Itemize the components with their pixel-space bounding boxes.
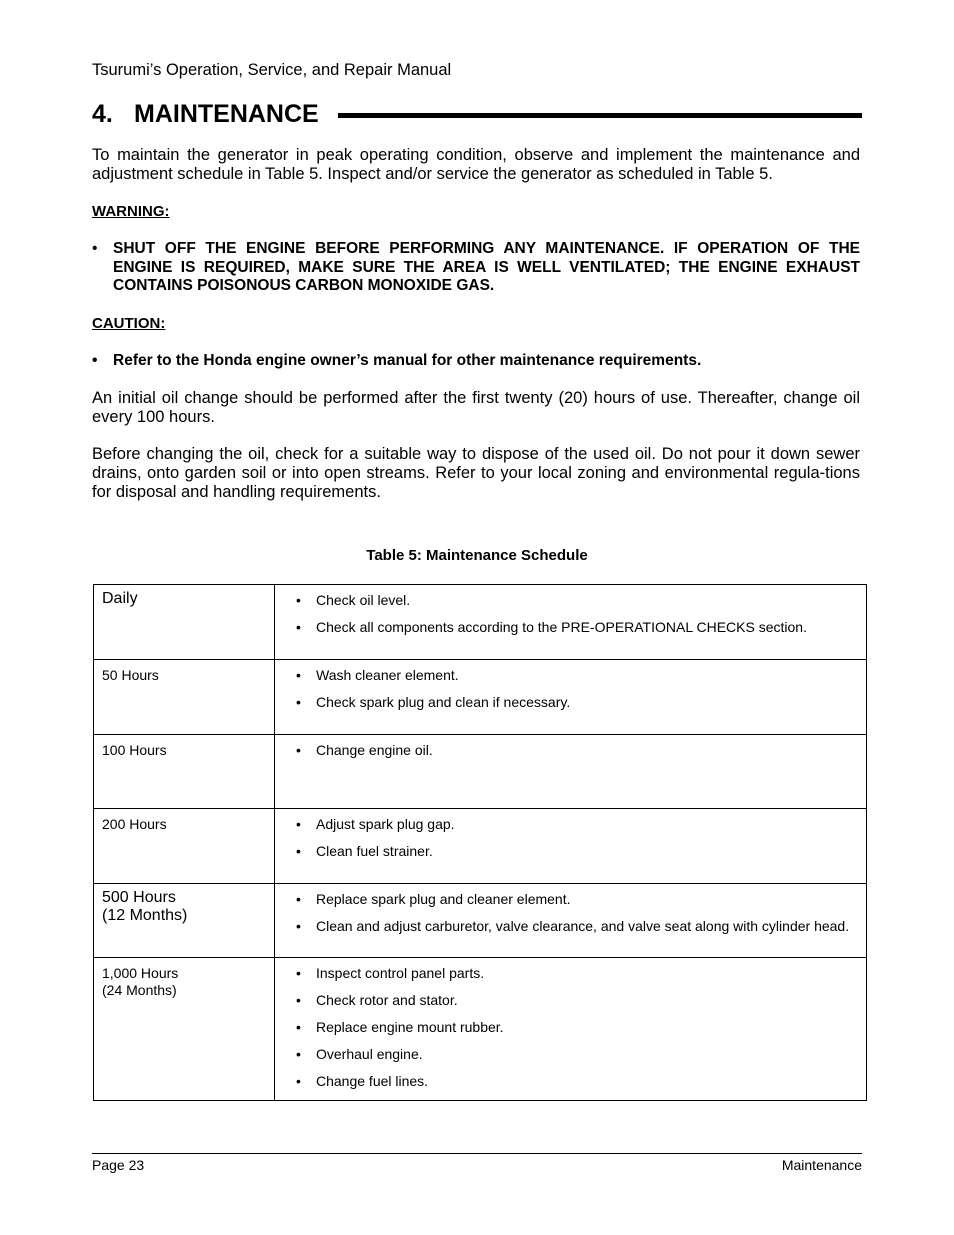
intro-paragraph: To maintain the generator in peak operating condition, observe and implement the maintenance and adjustment schedule in Table 5. Inspect and/or service the generator as scheduled in Table 5. (92, 146, 860, 183)
task-item: • Overhaul engine. (316, 1046, 858, 1063)
interval-text: Daily (102, 590, 138, 607)
interval-label (94, 735, 274, 759)
interval-text: 50 Hours (102, 667, 159, 683)
task-list (275, 884, 866, 935)
section-number: 4. (92, 100, 113, 128)
tasks-cell (275, 809, 867, 884)
page-number: Page 23 (92, 1157, 145, 1173)
interval-cell (94, 884, 275, 958)
task-list (275, 809, 866, 860)
interval-cell (94, 585, 275, 660)
interval-cell (94, 958, 275, 1101)
table-row (94, 735, 867, 809)
manual-title: Tsurumi’s Operation, Service, and Repair Manual (92, 61, 452, 79)
task-item: • Wash cleaner element. (316, 667, 858, 684)
footer-section: Maintenance (781, 1157, 862, 1173)
task-item: • Inspect control panel parts. (316, 965, 858, 982)
interval-text: 200 Hours (102, 816, 167, 832)
interval-cell (94, 809, 275, 884)
task-item: • Clean fuel strainer. (316, 843, 858, 860)
tasks-cell (275, 884, 867, 958)
interval-label (94, 958, 274, 999)
bullet-icon: • (92, 240, 98, 257)
task-item: • Clean and adjust carburetor, valve clearance, and valve seat along with cylinder head. (316, 918, 858, 935)
warning-label: WARNING: (92, 203, 170, 220)
interval-cell (94, 735, 275, 809)
interval-subtext: (24 Months) (102, 982, 177, 998)
interval-label (94, 660, 274, 684)
tasks-cell (275, 735, 867, 809)
interval-subtext: (12 Months) (102, 907, 188, 924)
caution-label: CAUTION: (92, 315, 166, 332)
interval-text: 1,000 Hours (102, 965, 179, 981)
section-rule (338, 113, 862, 118)
task-list (275, 735, 866, 759)
task-item: • Check all components according to the PRE-OPERATIONAL CHECKS section. (316, 619, 858, 636)
interval-label (94, 809, 274, 833)
table-row (94, 809, 867, 884)
interval-text: 100 Hours (102, 742, 167, 758)
task-item: • Check spark plug and clean if necessary. (316, 694, 858, 711)
caution-text: Refer to the Honda engine owner’s manual for other maintenance requirements. (113, 352, 702, 369)
task-item: • Replace engine mount rubber. (316, 1019, 858, 1036)
tasks-cell (275, 958, 867, 1101)
warning-text: SHUT OFF THE ENGINE BEFORE PERFORMING ANY MAINTENANCE. IF OPERATION OF THE ENGINE IS REQUIRED, MAKE SURE THE AREA IS WELL VENTILATED; THE ENGINE EXHAUST CONTAINS POISONOUS CARBON MONOXIDE GAS. (113, 240, 860, 295)
table-caption: Table 5: Maintenance Schedule (366, 547, 588, 564)
table-row (94, 660, 867, 735)
maintenance-schedule-table (93, 584, 867, 1101)
table-row (94, 958, 867, 1101)
table-row (94, 585, 867, 660)
task-item: • Change fuel lines. (316, 1073, 858, 1090)
task-list (275, 585, 866, 636)
bullet-icon: • (92, 352, 98, 369)
footer-rule (92, 1153, 862, 1154)
task-list (275, 958, 866, 1090)
tasks-cell (275, 660, 867, 735)
tasks-cell (275, 585, 867, 660)
task-item: • Check rotor and stator. (316, 992, 858, 1009)
warning-item (92, 240, 860, 296)
task-item: • Adjust spark plug gap. (316, 816, 858, 833)
section-title: MAINTENANCE (134, 100, 319, 128)
task-item: • Change engine oil. (316, 742, 858, 759)
interval-cell (94, 660, 275, 735)
oil-disposal-paragraph: Before changing the oil, check for a suitable way to dispose of the used oil. Do not pour it down sewer drains, onto garden soil or into open streams. Refer to your local zoning and environmental regula-tions for disposal and handling requirements. (92, 445, 860, 501)
section-heading (92, 100, 862, 134)
table-row (94, 884, 867, 958)
interval-text: 500 Hours (102, 889, 176, 906)
task-item: • Replace spark plug and cleaner element. (316, 891, 858, 908)
interval-label (94, 585, 274, 608)
task-item: • Check oil level. (316, 592, 858, 609)
oil-change-paragraph: An initial oil change should be performed after the first twenty (20) hours of use. Thereafter, change oil every 100 hours. (92, 389, 860, 426)
task-list (275, 660, 866, 711)
interval-label (94, 884, 274, 925)
caution-item (92, 352, 860, 371)
